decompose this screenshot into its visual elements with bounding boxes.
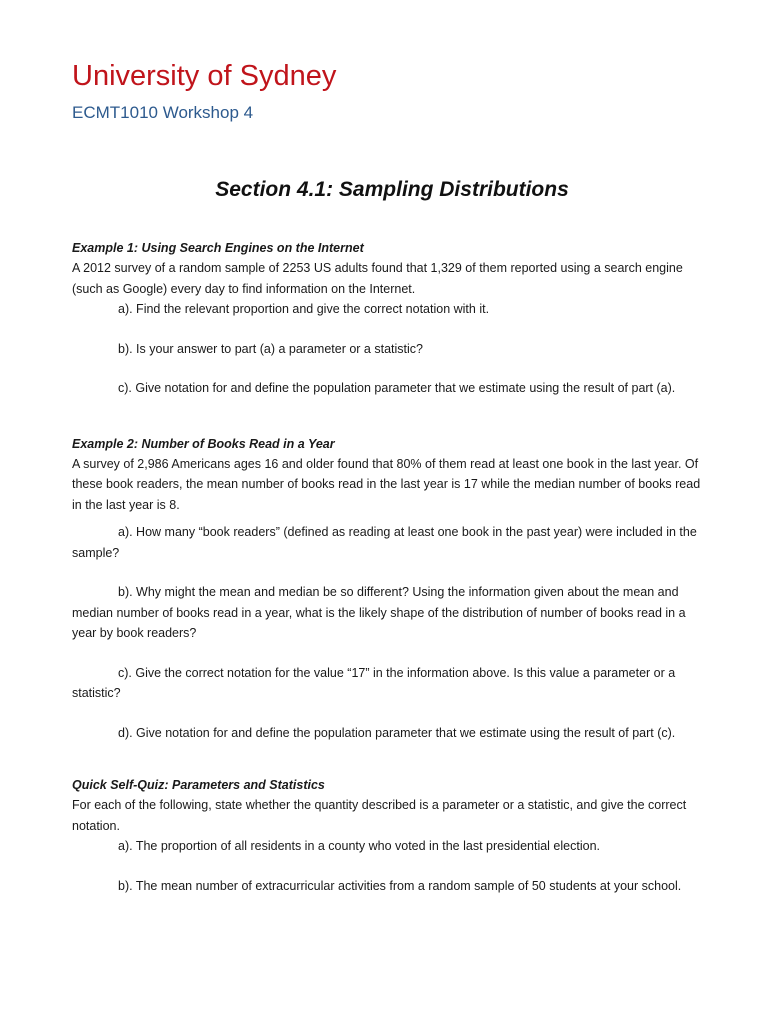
example-2-item-a: a). How many “book readers” (defined as reading at least one book in the past year) were included in the sample? — [72, 525, 697, 560]
self-quiz — [72, 775, 712, 896]
example-2-body: A survey of 2,986 Americans ages 16 and older found that 80% of them read at least one book in the last year. Of these book readers, the mean number of books read in the last year is 17 while the median number of books read in the last year is 8. — [72, 456, 701, 512]
example-2 — [72, 434, 712, 744]
self-quiz-title: Quick Self-Quiz: Parameters and Statistics — [72, 778, 325, 792]
example-1-body: A 2012 survey of a random sample of 2253 US adults found that 1,329 of them reported using a search engine (such as Google) every day to find information on the Internet. — [72, 261, 683, 296]
example-1-item-b: b). Is your answer to part (a) a parameter or a statistic? — [118, 341, 423, 356]
university-heading: University of Sydney — [72, 60, 337, 92]
example-1 — [72, 238, 712, 399]
self-quiz-item-b: b). The mean number of extracurricular activities from a random sample of 50 students at your school. — [118, 878, 682, 893]
example-2-item-c: c). Give the correct notation for the value “17” in the information above. Is this value a parameter or a statistic? — [72, 665, 676, 700]
self-quiz-items — [72, 836, 712, 896]
document-page — [72, 58, 712, 896]
section-title: Section 4.1: Sampling Distributions — [215, 178, 569, 201]
course-subtitle: ECMT1010 Workshop 4 — [72, 103, 254, 122]
example-2-title: Example 2: Number of Books Read in a Year — [72, 436, 335, 451]
example-2-item-b: b). Why might the mean and median be so different? Using the information given about the mean and median number of books read in a year, what is the likely shape of the distribution of number of books read in a year by book readers? — [72, 585, 686, 640]
self-quiz-item-a: a). The proportion of all residents in a county who voted in the last presidential election. — [118, 839, 600, 853]
example-2-item-d: d). Give notation for and define the population parameter that we estimate using the result of part (c). — [118, 725, 676, 740]
self-quiz-body: For each of the following, state whether the quantity described is a parameter or a statistic, and give the correct notation. — [72, 798, 687, 833]
example-1-title: Example 1: Using Search Engines on the Internet — [72, 241, 364, 255]
example-1-item-a: a). Find the relevant proportion and give the correct notation with it. — [118, 302, 490, 316]
example-1-item-c: c). Give notation for and define the population parameter that we estimate using the result of part (a). — [118, 381, 676, 395]
